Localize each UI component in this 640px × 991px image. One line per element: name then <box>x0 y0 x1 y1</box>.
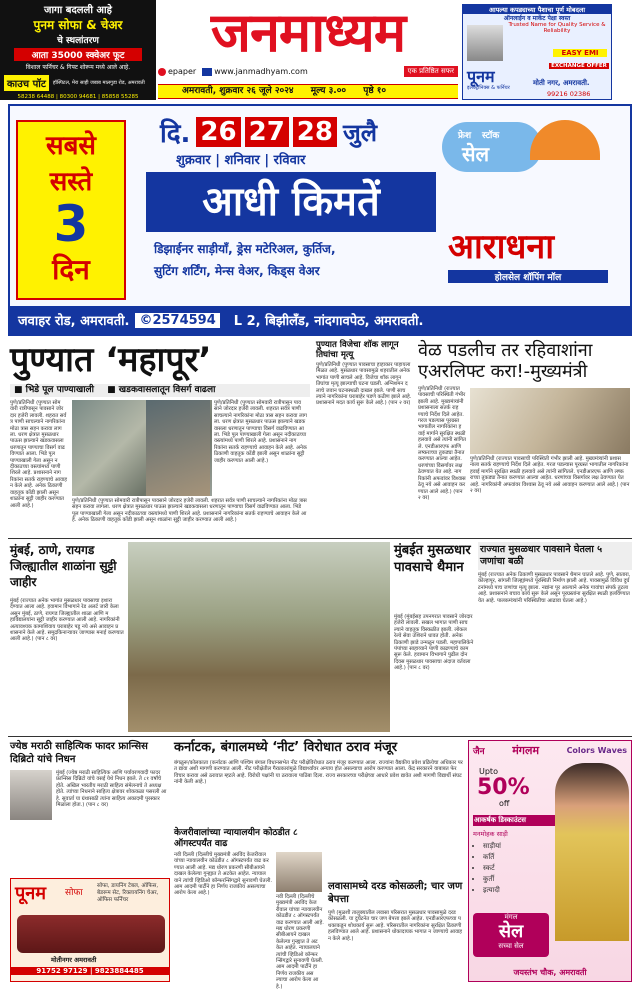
ad-r-line1: आपल्या कपड्याच्या पैशाचा पूर्ण मोबदला <box>463 5 611 14</box>
date-28: 28 <box>293 117 337 147</box>
offer-text: आकर्षक डिस्काउंटस <box>473 815 555 826</box>
couch-potato-logo: काउच पॉट <box>4 75 49 91</box>
state-rain-headline: राज्यात मुसळधार पावसाने घेतला ५ जणांचा बळी <box>478 542 632 570</box>
product-list <box>483 841 501 896</box>
poonam-sofa-phone: 91752 97129 | 9823884485 <box>11 967 169 975</box>
three-text: 3 <box>53 195 89 253</box>
umbrella-icon <box>530 120 600 160</box>
cm-photo <box>470 388 630 454</box>
top-left-ad[interactable] <box>0 0 156 100</box>
divider-1 <box>8 538 632 539</box>
sofa-image <box>17 915 165 953</box>
poonam-sofa-logo: पूनम <box>15 883 46 904</box>
aaradhana-logo: आराधना <box>448 227 555 267</box>
death-body: पुणे/प्रतिनिधी (पुण्यात पावसाचा हाहाकार पाहायला मिळत आहे. मुसळधार पावसामुळे शहरातील अनेक भागांत पाणी साचले आहे. विजेचा शॉक लागून तिघांचा मृत्यू झाल्याची घटना घडली. अग्निशमन दलाचे जवान घटनास्थळी दाखल झाले. पाणी साचल्याने नागरिकांना घराबाहेर पडणे कठीण झाले आहे. प्रशासनाने मदत कार्य सुरू केले आहे.) (पान २ वर) <box>316 362 412 407</box>
ad-line-4: आता 35000 स्क्वेअर फूट <box>14 48 142 61</box>
epaper-label: epaper <box>168 67 197 76</box>
exchange-badge: EXCHANGE OFFER <box>549 63 609 69</box>
colors-waves-logo: Colors Waves <box>566 746 627 755</box>
ad-r-line3: Trusted Name for Quality Service & Reliability <box>508 22 606 34</box>
kejriwal-body-2: नवी दिल्ली (दिल्लीचे मुख्यमंत्री अरविंद केजरीवाल यांच्या न्यायालयीन कोठडीत ८ ऑगस्टपर्यंत वाढ करण्यात आली आहे. मद्य धोरण प्रकरणी सीबीआयने दाखल केलेल्या गुन्ह्यात ते अटकेत आहेत. न्यायालयाने त्यांची व्हिडिओ कॉन्फरन्सिंगद्वारे सुनावणी घेतली. आम आदमी पार्टीने हा निर्णय राजकीय असल्याचा आरोप केला आहे.) <box>276 894 324 990</box>
mumbai-rain-headline: मुंबईत मुसळधार पावसाचे थैमान <box>394 543 471 575</box>
ad-address: हॉस्पिटल, मेरा साही जबाब मालगुडा रोड, अमरावती <box>52 80 145 86</box>
stock-label: स्टॉक <box>482 131 500 141</box>
sabse-saste-block <box>16 120 126 300</box>
address-right: L 2, बिझीलँड, नांदगावपेठ, अमरावती. <box>233 314 424 329</box>
cm-headline: वेळ पडलीच तर रहिवाशांना एअरलिफ्ट करा!-मुख्यमंत्री <box>418 340 593 382</box>
epaper-icon <box>158 68 166 76</box>
sale-days: शुक्रवार | शनिवार | रविवार <box>176 153 306 168</box>
sale-badge-1: मंगल <box>504 913 518 921</box>
tagline: एक प्रतिष्ठित सफर <box>404 66 458 77</box>
sale-items-2: सुटिंग शर्टिंग, मेन्स वेअर, किड्स वेअर <box>154 264 320 278</box>
poonam-sofa-ad[interactable] <box>10 878 170 982</box>
dateline-pages: पृष्ठे १० <box>363 86 387 96</box>
product-item: • साड़ीयां <box>483 841 501 852</box>
emi-badge: EASY EMI <box>553 49 607 57</box>
sale-badge <box>473 913 549 957</box>
neet-body: बंगळुरू/कोलकाता (कर्नाटक आणि पश्चिम बंगाल विधानसभेत नीट परीक्षेविरोधात ठराव मंजूर करण्यात आला. राज्यांना वैद्यकीय प्रवेश प्रक्रियेचा अधिकार परत द्यावा अशी मागणी करण्यात आली. नीट परीक्षेतील गैरप्रकारांमुळे विद्यार्थ्यांवर अन्याय होत असल्याचा आरोप करण्यात आला. केंद्र सरकारने याबाबत फेरविचार करावा असे ठरावात म्हटले आहे. विरोधी पक्षांनी या ठरावाला पाठिंबा दिला. राज्य सरकारच्या परीक्षेच्या आधारे प्रवेश द्यावेत अशी मागणी विद्यार्थी संघटनांनी केली आहे.) <box>174 760 463 786</box>
off-label: off <box>499 799 510 808</box>
kejriwal-body: नवी दिल्ली (दिल्लीचे मुख्यमंत्री अरविंद केजरीवाल यांच्या न्यायालयीन कोठडीत ८ ऑगस्टपर्यंत वाढ करण्यात आली आहे. मद्य धोरण प्रकरणी सीबीआयने दाखल केलेल्या गुन्ह्यात ते अटकेत आहेत. न्यायालयाने त्यांची व्हिडिओ कॉन्फरन्सिंगद्वारे सुनावणी घेतली. आम आदमी पार्टीने हा निर्णय राजकीय असल्याचा आरोप केला आहे.) <box>174 852 272 897</box>
top-right-ad[interactable] <box>462 4 612 100</box>
sale-items-1: डिझाईनर साड़ीयाँ, ड्रेस मटेरिअल, कुर्तिज, <box>154 242 336 256</box>
ad-r-phone: 99216 02386 <box>547 90 591 98</box>
ad-line-2: पुनम सोफा & चेअर <box>33 18 123 32</box>
model-image <box>555 763 629 941</box>
obit-photo <box>10 770 52 820</box>
ad-line-5: विशाल फर्निचर & गिफ्ट शोरूम मध्ये आले आहे. <box>25 64 131 71</box>
ad-r-address: मोती नगर, अमरावती. <box>533 79 590 87</box>
saste-text: सस्ते <box>49 167 93 197</box>
bullet-1: ■ भिडे पूल पाण्याखाली <box>14 385 94 395</box>
poonam-sub: इलेक्ट्रॉनिक्स & फर्निचर <box>467 85 510 91</box>
kejriwal-photo <box>276 852 322 892</box>
mumbai-rain-body: मुंबई (मुंबईसह उपनगरात पावसाने जोरदार हजेरी लावली. सखल भागात पाणी साचल्याने वाहतूक विस्कळीत झाली. लोकल रेल्वे सेवा उशिराने धावत होती. अनेक ठिकाणी झाडे उन्मळून पडली. महापालिकेने पंपांच्या साहाय्याने पाणी काढण्याचे काम सुरू केले. हवामान विभागाने पुढील दोन दिवस मुसळधार पावसाचा अंदाज वर्तवला आहे.) (पान ८ वर) <box>394 614 474 672</box>
product-item: • स्कर्ट <box>483 863 501 874</box>
neet-headline: कर्नाटक, बंगालमध्ये ‘नीट’ विरोधात ठराव मंजूर <box>174 740 398 755</box>
lavasa-headline: लवासामध्ये दरड कोसळली; चार जण बेपत्ता <box>328 881 463 905</box>
mangalam-saree-ad[interactable] <box>468 740 632 982</box>
date-26: 26 <box>196 117 240 147</box>
date-month: जुलै <box>342 118 378 147</box>
lead-body-2: पुणे/प्रतिनिधी (पुण्यात सोमवारी रात्रीपासून पावसाने जोरदार हजेरी लावली. शहरात सर्वत्र पाणी साचल्याने नागरिकांना मोठा त्रास सहन करावा लागला. धरण क्षेत्रात मुसळधार पाऊस झाल्याने खडकवासला धरणातून पाण्याचा विसर्ग वाढविण्यात आला. भिडे पूल पाण्याखाली गेला असून नदीकाठच्या वस्त्यांमध्ये पाणी शिरले आहे. प्रशासनाने नागरिकांना सतर्क राहण्याचे आवाहन केले आहे. अनेक ठिकाणी वाहतूक कोंडी झाली असून शाळांना सुट्टी जाहीर करण्यात आली आहे.) <box>214 400 307 464</box>
flood-aerial-photo <box>128 542 390 732</box>
poonam-sofa-label: सोफा <box>65 888 83 898</box>
state-rain-body: मुंबई (राज्यात अनेक ठिकाणी मुसळधार पावसाने थैमान घातले आहे. पुणे, सातारा, कोल्हापूर, सांगली जिल्ह्यांमध्ये पूरस्थिती निर्माण झाली आहे. पावसामुळे विविध दुर्घटनांमध्ये पाच जणांचा मृत्यू झाला. नद्यांना पूर आल्याने अनेक गावांचा संपर्क तुटला आहे. प्रशासनाने बचाव कार्य सुरू केले असून पूरग्रस्तांना सुरक्षित स्थळी हलविण्यात येत आहे. पालकमंत्र्यांनी परिस्थितीचा आढावा घेतला आहे.) <box>478 572 631 604</box>
product-item: • कुर्ती <box>483 874 501 885</box>
cm-body: पुणे/प्रतिनिधी (राज्यात पावसाची परिस्थिती गंभीर झाली आहे. मुख्यमंत्र्यांनी प्रशासनाला सतर्क राहण्याचे निर्देश दिले आहेत. गरज पडल्यास पूरग्रस्त भागातील नागरिकांना हवाई मार्गाने सुरक्षित स्थळी हलवावे असे त्यांनी सांगितले. एनडीआरएफ आणि लष्कराच्या तुकड्या तैनात करण्यात आल्या आहेत. धरणांच्या विसर्गावर लक्ष ठेवण्यात येत आहे. नागरिकांनी अफवांवर विश्वास ठेवू नये असे आवाहन करण्यात आले आहे.) (पान २ वर) <box>418 386 466 501</box>
sale-badge-2: सेल <box>498 921 524 942</box>
sabse-text: सबसे <box>46 131 96 161</box>
saree-ad-address: जयस्तंभ चौक, अमरावती <box>513 968 587 977</box>
lead-bullets <box>10 384 310 397</box>
date-prefix: दि. <box>160 119 191 149</box>
lead-headline: पुण्यात ‘महापूर’ <box>10 340 212 380</box>
flood-boat-photo <box>146 400 210 496</box>
ad-r-line2: ऑनलाईन व मार्केट पेक्षा स्वस्त <box>503 15 571 22</box>
aaradhana-sale-ad[interactable] <box>8 104 632 336</box>
kejriwal-headline: केजरीवालांच्या न्यायालयीन कोठडीत ८ ऑगस्टपर्यंत वाढ <box>174 828 298 849</box>
website-link[interactable]: www.janmadhyam.com <box>214 67 308 76</box>
dateline-strip <box>158 84 458 99</box>
obit-headline: ज्येष्ठ मराठी साहित्यिक फादर फ्रान्सिस दिब्रिटो यांचे निधन <box>10 741 148 765</box>
mangalam-logo: मंगलम <box>512 744 540 757</box>
website-icon <box>202 68 212 76</box>
address-left: जवाहर रोड, अमरावती. <box>18 314 130 329</box>
lavasa-body: पुणे (मुळशी तालुक्यातील लवासा परिसरात मुसळधार पावसामुळे दरड कोसळली. या दुर्घटनेत चार जण बेपत्ता झाले आहेत. एनडीआरएफच्या पथकाकडून शोधकार्य सुरू आहे. परिसरातील नागरिकांना सुरक्षित ठिकाणी हलविण्यात आले आहे. प्रशासनाने धोकादायक भागात न जाण्याचे आवाहन केले आहे.) <box>328 910 463 942</box>
death-headline: पुण्यात विजेचा शॉक लागून तिघांचा मृत्यू <box>316 340 399 360</box>
appliance-image <box>467 25 503 61</box>
sale-label: सेल <box>462 142 490 166</box>
lead-body-3: पुणे/प्रतिनिधी (पुण्यात सोमवारी रात्रीपासून पावसाने जोरदार हजेरी लावली. शहरात सर्वत्र पाणी साचल्याने नागरिकांना मोठा त्रास सहन करावा लागला. धरण क्षेत्रात मुसळधार पाऊस झाल्याने खडकवासला धरणातून पाण्याचा विसर्ग वाढविण्यात आला. भिडे पूल पाण्याखाली गेला असून नदीकाठच्या वस्त्यांमध्ये पाणी शिरले आहे. प्रशासनाने नागरिकांना सतर्क राहण्याचे आवाहन केले आहे. अनेक ठिकाणी वाहतूक कोंडी झाली असून शाळांना सुट्टी जाहीर करण्यात आली आहे.) <box>72 498 307 524</box>
aaradhana-sub: होलसेल शॉपिंग मॉल <box>448 270 608 283</box>
date-27: 27 <box>245 117 289 147</box>
fresh-label: फ्रेश <box>458 131 472 141</box>
dateline-city-date: अमरावती, शुक्रवार २६ जूले २०२४ <box>182 86 294 96</box>
ad-line-1: जागा बदलली आहे <box>44 5 112 16</box>
ad-phones: 58238 64488 | 80300 94681 | 85858 55285 <box>17 94 139 100</box>
offer-sub: मनमोहक साड़ी <box>473 830 508 838</box>
dateline-price: मूल्य ३.०० <box>310 86 347 96</box>
schools-headline: मुंबई, ठाणे, रायगड जिल्ह्यातील शाळांना सुट्टी जाहीर <box>10 543 117 589</box>
poonam-sofa-addr: मोतीनगर अमरावती <box>51 956 97 964</box>
aadhi-kimate-banner: आधी किमतें <box>146 172 436 232</box>
divider-2 <box>8 736 632 737</box>
poonam-items: सोफा, डायनिंग टेबल, ऑफिस, बेडरूम सेट, रिक्लायनिंग चेअर, ऑफिस फर्निचर <box>97 883 159 903</box>
cm-body-2: पुणे/प्रतिनिधी (राज्यात पावसाची परिस्थिती गंभीर झाली आहे. मुख्यमंत्र्यांनी प्रशासनाला सतर्क राहण्याचे निर्देश दिले आहेत. गरज पडल्यास पूरग्रस्त भागातील नागरिकांना हवाई मार्गाने सुरक्षित स्थळी हलवावे असे त्यांनी सांगितले. एनडीआरएफ आणि लष्कराच्या तुकड्या तैनात करण्यात आल्या आहेत. धरणांच्या विसर्गावर लक्ष ठेवण्यात येत आहे. नागरिकांनी अफवांवर विश्वास ठेवू नये असे आवाहन करण्यात आले आहे.) (पान २ वर) <box>470 456 630 495</box>
ad-line-3: चे स्थलांतरण <box>57 36 99 46</box>
din-text: दिन <box>52 253 90 286</box>
discount-percent: 50% <box>477 775 530 800</box>
masthead <box>158 2 458 80</box>
jain-logo: जैन <box>473 747 485 757</box>
obit-body: मुंबई (ज्येष्ठ मराठी साहित्यिक आणि पर्यावरणवादी फादर फ्रान्सिस दिब्रिटो यांचे वसई येथे निधन झाले. ते ८१ वर्षांचे होते. अखिल भारतीय मराठी साहित्य संमेलनाचे ते अध्यक्ष होते. त्यांच्या निधनाने साहित्य क्षेत्रावर शोककळा पसरली आहे. सुवार्ता या ग्रंथासाठी त्यांना साहित्य अकादमी पुरस्कार मिळाला होता.) (पान ८ वर) <box>56 770 167 809</box>
schools-body: मुंबई (राज्यात अनेक भागांत मुसळधार पावसाचा इशारा देण्यात आला आहे. हवामान विभागाने रेड अलर्ट जारी केला असून मुंबई, ठाणे, रायगड जिल्ह्यातील शाळा आणि महाविद्यालयांना सुट्टी जाहीर करण्यात आली आहे. नागरिकांनी अत्यावश्यक कामाशिवाय घराबाहेर पडू नये असे आवाहन प्रशासनाने केले आहे. समुद्रकिनाऱ्यावर जाण्यास मनाई करण्यात आली आहे.) (पान ८ वर) <box>10 598 124 643</box>
phone-number: ©2574594 <box>135 313 219 328</box>
product-item: • कर्ति <box>483 852 501 863</box>
product-item: • इत्यादी <box>483 885 501 896</box>
sale-badge-3: सच्चा सेल <box>498 942 524 950</box>
upto-label: Upto <box>479 767 498 776</box>
poonam-logo: पूनम <box>467 67 495 86</box>
newspaper-title: जनमाध्यम <box>210 0 406 64</box>
lead-body: पुणे/प्रतिनिधी (पुण्यात सोमवारी रात्रीपासून पावसाने जोरदार हजेरी लावली. शहरात सर्वत्र पाणी साचल्याने नागरिकांना मोठा त्रास सहन करावा लागला. धरण क्षेत्रात मुसळधार पाऊस झाल्याने खडकवासला धरणातून पाण्याचा विसर्ग वाढविण्यात आला. भिडे पूल पाण्याखाली गेला असून नदीकाठच्या वस्त्यांमध्ये पाणी शिरले आहे. प्रशासनाने नागरिकांना सतर्क राहण्याचे आवाहन केले आहे. अनेक ठिकाणी वाहतूक कोंडी झाली असून शाळांना सुट्टी जाहीर करण्यात आली आहे.) <box>10 400 68 509</box>
bullet-2: ■ खडकवासलातून विसर्ग वाढला <box>107 385 216 395</box>
